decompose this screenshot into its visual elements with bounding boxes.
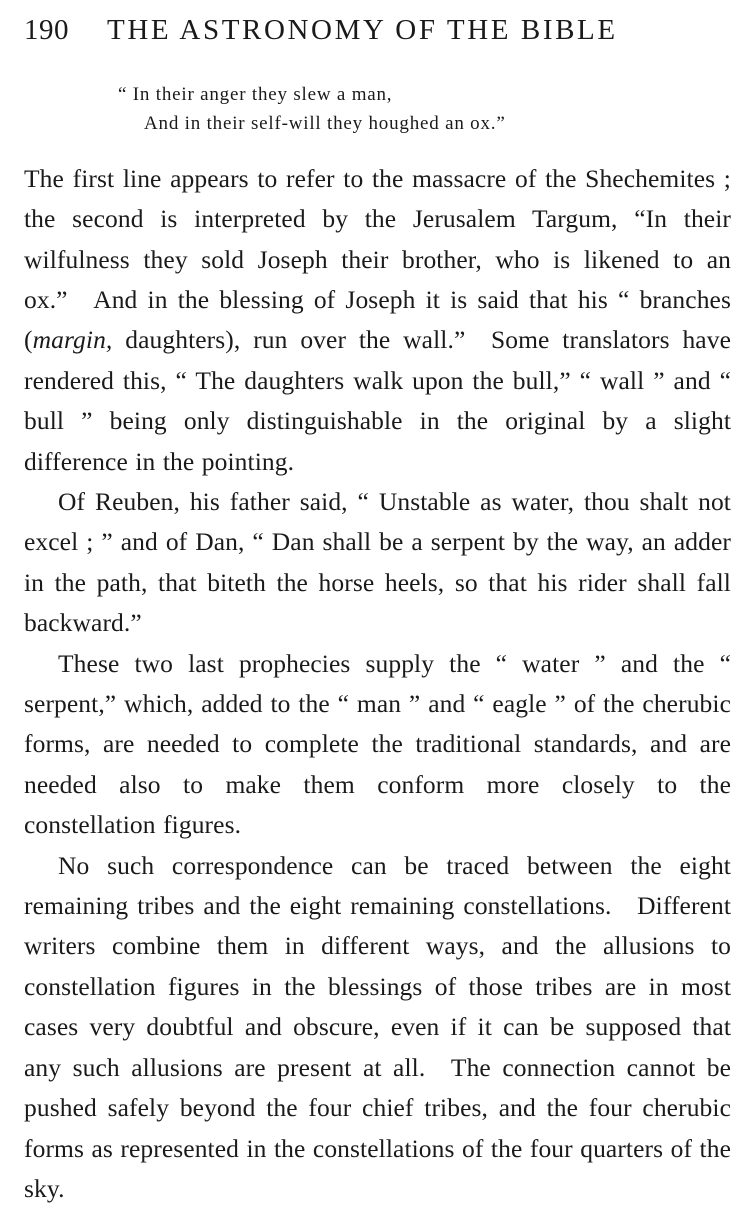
- paragraph-4: No such correspondence can be traced between the eight remaining tribes and the eight remaining constellations. Different writers combine them in different ways, and the allusions to constellation figures in the blessings of those tribes are in most cases very doubtful and obscure, even if it can be supposed that any such allusions are present at all. The connection cannot be pushed safely beyond the four chief tribes, and the four cherubic forms as represented in the constellations of the four quarters of the sky.: [24, 850, 731, 1203]
- running-title: THE ASTRONOMY OF THE BIBLE: [107, 14, 618, 46]
- verse-line-1: “ In their anger they slew a man,: [118, 84, 393, 105]
- paragraph-1: [24, 159, 731, 482]
- margin-gloss: margin,: [32, 325, 113, 355]
- page-number: 190: [24, 14, 69, 46]
- paragraph-2: Of Reuben, his father said, “ Unstable as water, thou shalt not excel ; ” and of Dan, “ Dan shall be a serpent by the way, an adder in the path, that biteth the horse heels, so that his rider shall fall backward.”: [24, 487, 731, 638]
- paragraph-1-part-a: The first line appears to refer to the massacre of the Shechemites ; the second is interpreted by the Jerusalem Targum, “In their wilfulness they sold Joseph their brother, who is likened to an ox.” And in the blessing of Joseph it is said that his “ branches (: [24, 163, 731, 355]
- paragraph-3: These two last prophecies supply the “ water ” and the “ serpent,” which, added to the “ man ” and “ eagle ” of the cherubic forms, are needed to complete the traditional standards, and are needed also to make them conform more closely to the constellation figures.: [24, 648, 731, 840]
- verse-line-2: And in their self-will they houghed an ox.”: [144, 112, 506, 134]
- body-text: [0, 159, 755, 1210]
- running-head: [0, 0, 755, 47]
- verse-quotation: [0, 81, 755, 139]
- paragraph-1-part-b: daughters), run over the wall.” Some translators have rendered this, “ The daughters walk upon the bull,” “ wall ” and “ bull ” being only distinguishable in the original by a slight difference in the pointing.: [24, 325, 731, 476]
